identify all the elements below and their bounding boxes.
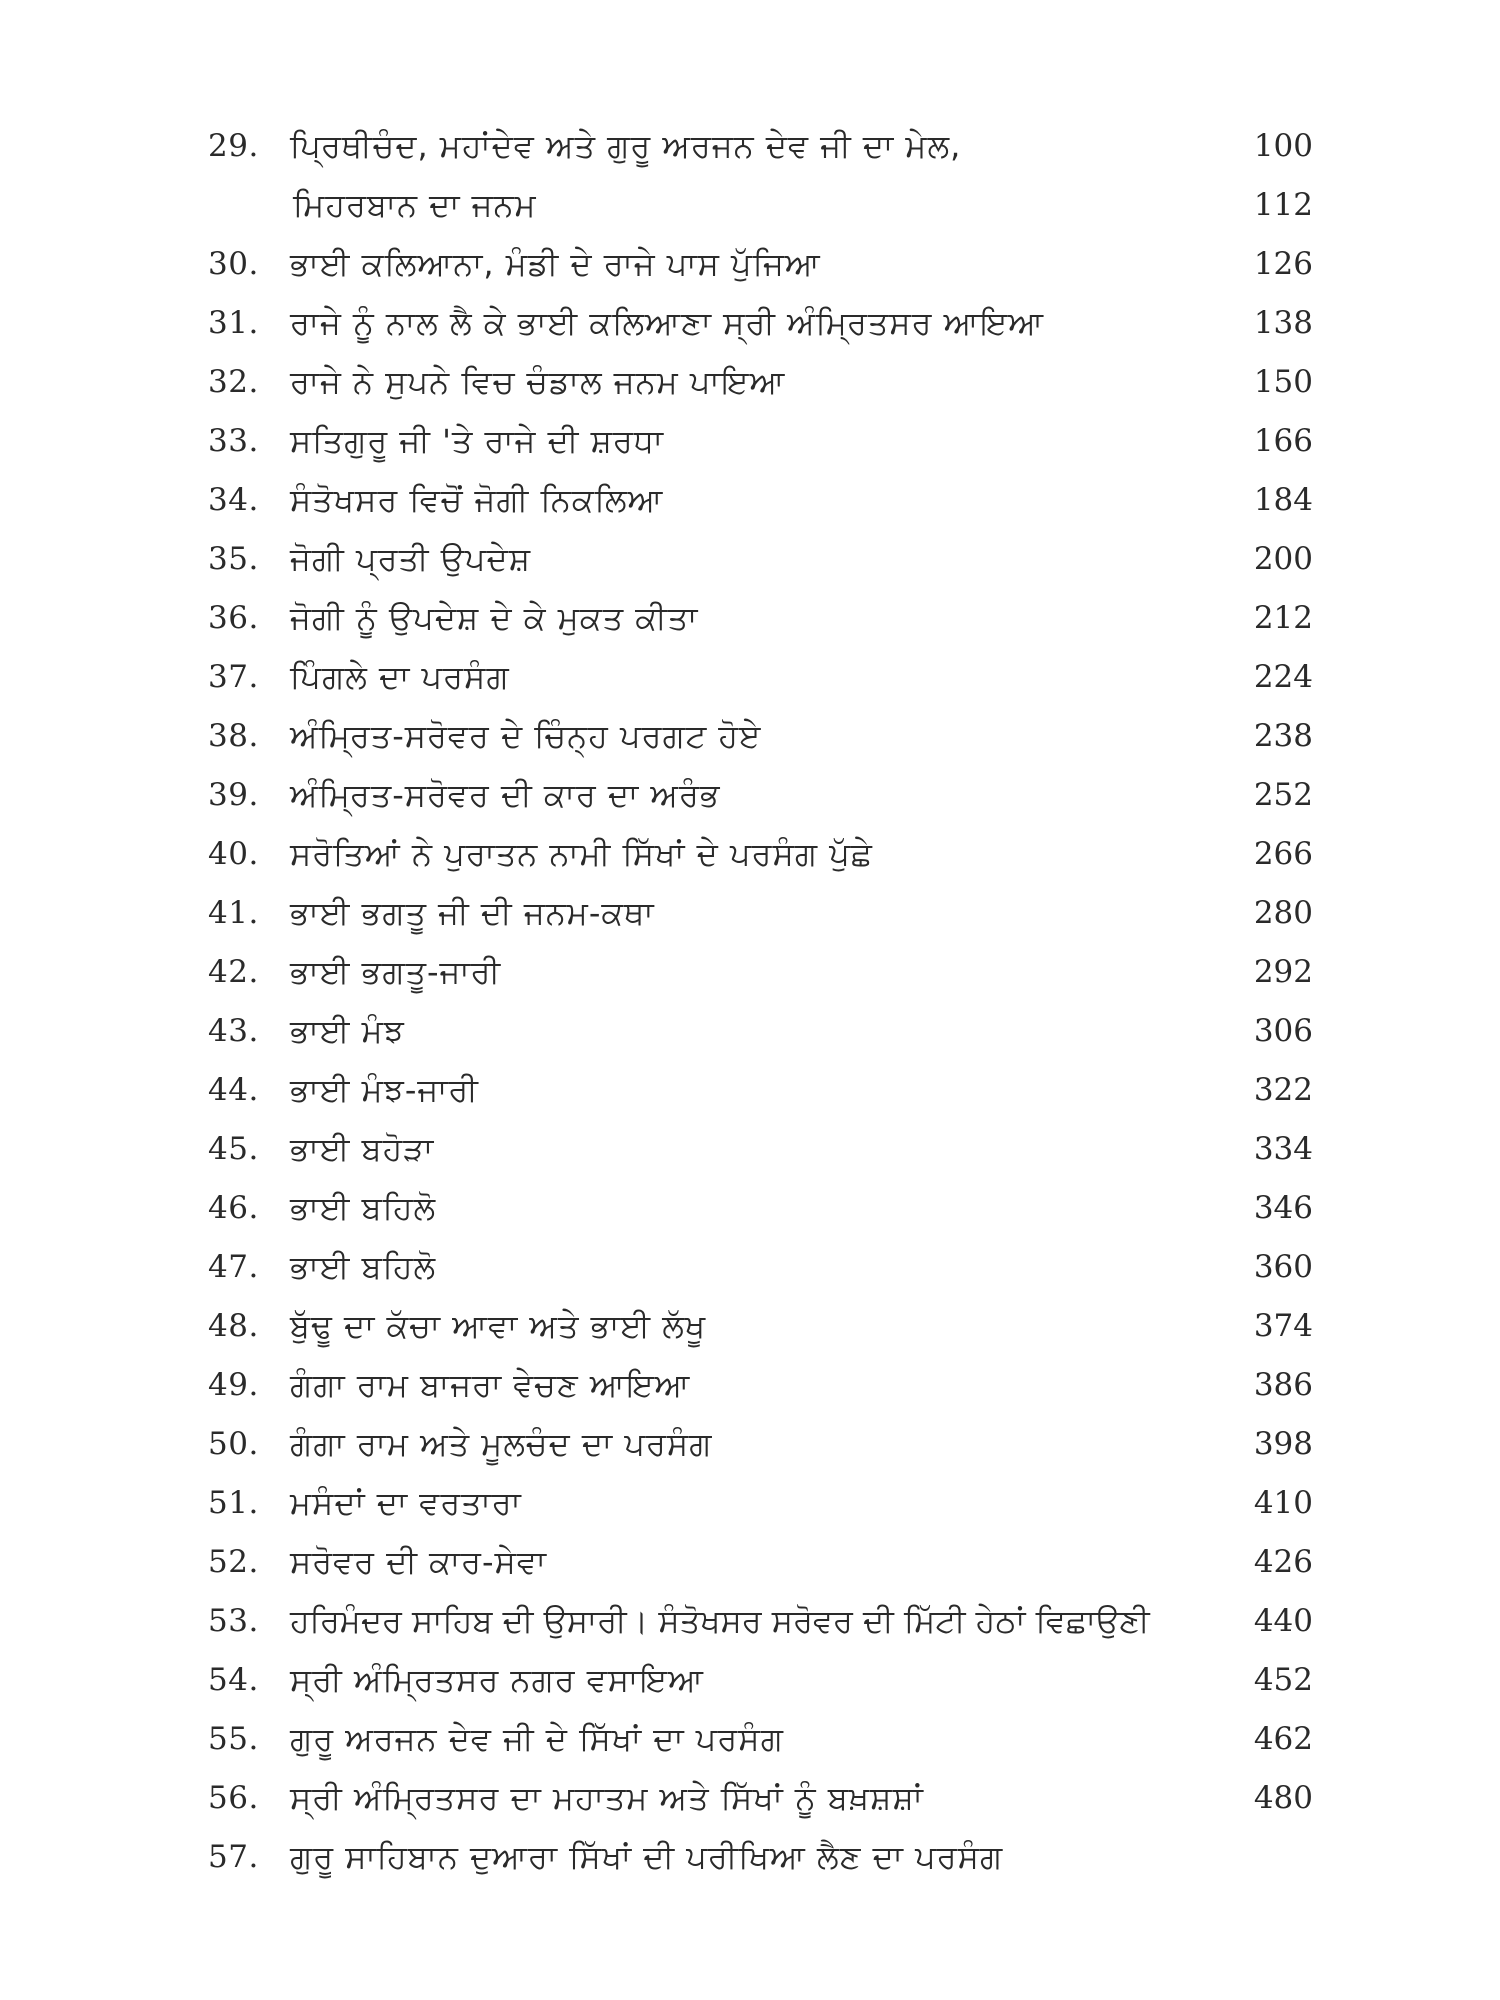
entry-number: 29. (208, 128, 259, 164)
entry-title: ਸੰਤੋਖਸਰ ਵਿਚੋਂ ਜੋਗੀ ਨਿਕਲਿਆ (290, 481, 664, 519)
entry-page-number: 334 (1253, 1131, 1313, 1167)
entry-number: 57. (208, 1839, 259, 1875)
entry-number: 37. (208, 659, 259, 695)
entry-page-number: 266 (1253, 836, 1313, 872)
entry-title: ਹਰਿਮੰਦਰ ਸਾਹਿਬ ਦੀ ਉਸਾਰੀ। ਸੰਤੋਖਸਰ ਸਰੋਵਰ ਦੀ ਮਿੱਟੀ ਹੇਠਾਂ ਵਿਛਾਉਣੀ (290, 1602, 1150, 1640)
toc-entry (208, 239, 1313, 298)
entry-page-number: 126 (1253, 246, 1313, 282)
entry-number: 30. (208, 246, 259, 282)
entry-title: ਮਿਹਰਬਾਨ ਦਾ ਜਨਮ (293, 186, 537, 224)
entry-page-number: 138 (1253, 305, 1313, 341)
entry-number: 35. (208, 541, 259, 577)
entry-number: 45. (208, 1131, 259, 1167)
toc-entry (208, 888, 1313, 947)
entry-number: 47. (208, 1249, 259, 1285)
entry-title: ਗੁਰੂ ਸਾਹਿਬਾਨ ਦੁਆਰਾ ਸਿੱਖਾਂ ਦੀ ਪਰੀਖਿਆ ਲੈਣ ਦਾ ਪਰਸੰਗ (290, 1838, 1004, 1876)
entry-number: 34. (208, 482, 259, 518)
entry-page-number: 150 (1253, 364, 1313, 400)
toc-entry (208, 1714, 1313, 1773)
toc-entry (208, 1596, 1313, 1655)
toc-entry (208, 1360, 1313, 1419)
entry-page-number: 462 (1253, 1721, 1313, 1757)
toc-entry (208, 1301, 1313, 1360)
toc-entry (208, 1655, 1313, 1714)
toc-entry (208, 1006, 1313, 1065)
toc-entry (208, 1242, 1313, 1301)
toc-entry (208, 1478, 1313, 1537)
entry-number: 38. (208, 718, 259, 754)
toc-entry (208, 1183, 1313, 1242)
toc-entry (208, 1124, 1313, 1183)
toc-entry (208, 1065, 1313, 1124)
entry-page-number: 112 (1253, 187, 1313, 223)
table-of-contents (208, 121, 1313, 1891)
entry-title: ਸਰੋਵਰ ਦੀ ਕਾਰ-ਸੇਵਾ (290, 1543, 548, 1581)
entry-number: 36. (208, 600, 259, 636)
entry-page-number: 322 (1253, 1072, 1313, 1108)
entry-page-number: 280 (1253, 895, 1313, 931)
toc-entry (208, 298, 1313, 357)
entry-page-number: 238 (1253, 718, 1313, 754)
entry-page-number: 100 (1253, 128, 1313, 164)
entry-title: ਸਤਿਗੁਰੂ ਜੀ 'ਤੇ ਰਾਜੇ ਦੀ ਸ਼ਰਧਾ (290, 422, 665, 460)
entry-number: 50. (208, 1426, 259, 1462)
toc-entry (208, 121, 1313, 180)
toc-entry (208, 593, 1313, 652)
entry-title: ਗੰਗਾ ਰਾਮ ਅਤੇ ਮੂਲਚੰਦ ਦਾ ਪਰਸੰਗ (290, 1425, 713, 1463)
entry-page-number: 426 (1253, 1544, 1313, 1580)
entry-title: ਭਾਈ ਕਲਿਆਨਾ, ਮੰਡੀ ਦੇ ਰਾਜੇ ਪਾਸ ਪੁੱਜਿਆ (290, 245, 821, 283)
entry-number: 43. (208, 1013, 259, 1049)
entry-page-number: 224 (1253, 659, 1313, 695)
entry-title: ਬੁੱਢੂ ਦਾ ਕੱਚਾ ਆਵਾ ਅਤੇ ਭਾਈ ਲੱਖੂ (290, 1307, 707, 1345)
entry-number: 39. (208, 777, 259, 813)
entry-title: ਸ੍ਰੀ ਅੰਮ੍ਰਿਤਸਰ ਨਗਰ ਵਸਾਇਆ (290, 1661, 704, 1699)
entry-number: 31. (208, 305, 259, 341)
entry-page-number: 306 (1253, 1013, 1313, 1049)
entry-page-number: 410 (1253, 1485, 1313, 1521)
entry-number: 55. (208, 1721, 259, 1757)
toc-entry (208, 475, 1313, 534)
entry-title: ਭਾਈ ਭਗਤੂ ਜੀ ਦੀ ਜਨਮ-ਕਥਾ (290, 894, 655, 932)
entry-title: ਭਾਈ ਬਹੋੜਾ (290, 1130, 435, 1168)
entry-page-number: 292 (1253, 954, 1313, 990)
toc-entry (208, 534, 1313, 593)
toc-entry (208, 1832, 1313, 1891)
entry-page-number: 452 (1253, 1662, 1313, 1698)
entry-number: 53. (208, 1603, 259, 1639)
entry-page-number: 398 (1253, 1426, 1313, 1462)
entry-number: 49. (208, 1367, 259, 1403)
entry-title: ਭਾਈ ਮੰਝ (290, 1012, 405, 1050)
entry-page-number: 360 (1253, 1249, 1313, 1285)
entry-title: ਭਾਈ ਬਹਿਲੋ (290, 1248, 437, 1286)
entry-title: ਗੁਰੂ ਅਰਜਨ ਦੇਵ ਜੀ ਦੇ ਸਿੱਖਾਂ ਦਾ ਪਰਸੰਗ (290, 1720, 784, 1758)
toc-entry (208, 357, 1313, 416)
entry-title: ਭਾਈ ਭਗਤੂ-ਜਾਰੀ (290, 953, 502, 991)
toc-entry-continuation (208, 180, 1313, 239)
entry-number: 41. (208, 895, 259, 931)
entry-title: ਮਸੰਦਾਂ ਦਾ ਵਰਤਾਰਾ (290, 1484, 522, 1522)
entry-number: 44. (208, 1072, 259, 1108)
entry-title: ਭਾਈ ਮੰਝ-ਜਾਰੀ (290, 1071, 479, 1109)
entry-number: 54. (208, 1662, 259, 1698)
entry-title: ਜੋਗੀ ਪ੍ਰਤੀ ਉਪਦੇਸ਼ (290, 540, 532, 578)
entry-title: ਪਿੰਗਲੇ ਦਾ ਪਰਸੰਗ (290, 658, 510, 696)
entry-page-number: 440 (1253, 1603, 1313, 1639)
entry-title: ਗੰਗਾ ਰਾਮ ਬਾਜਰਾ ਵੇਚਣ ਆਇਆ (290, 1366, 691, 1404)
toc-entry (208, 829, 1313, 888)
toc-entry (208, 652, 1313, 711)
entry-number: 46. (208, 1190, 259, 1226)
entry-page-number: 212 (1253, 600, 1313, 636)
entry-title: ਰਾਜੇ ਨੇ ਸੁਪਨੇ ਵਿਚ ਚੰਡਾਲ ਜਨਮ ਪਾਇਆ (290, 363, 786, 401)
toc-entry (208, 416, 1313, 475)
entry-title: ਪ੍ਰਿਥੀਚੰਦ, ਮਹਾਂਦੇਵ ਅਤੇ ਗੁਰੂ ਅਰਜਨ ਦੇਵ ਜੀ ਦਾ ਮੇਲ, (290, 127, 962, 165)
entry-page-number: 346 (1253, 1190, 1313, 1226)
entry-title: ਜੋਗੀ ਨੂੰ ਉਪਦੇਸ਼ ਦੇ ਕੇ ਮੁਕਤ ਕੀਤਾ (290, 599, 699, 637)
toc-entry (208, 711, 1313, 770)
entry-title: ਭਾਈ ਬਹਿਲੋ (290, 1189, 437, 1227)
entry-number: 33. (208, 423, 259, 459)
entry-number: 52. (208, 1544, 259, 1580)
entry-title: ਅੰਮ੍ਰਿਤ-ਸਰੋਵਰ ਦੇ ਚਿੰਨ੍ਹ ਪਰਗਟ ਹੋਏ (290, 717, 762, 755)
entry-page-number: 386 (1253, 1367, 1313, 1403)
toc-entry (208, 947, 1313, 1006)
toc-entry (208, 1537, 1313, 1596)
entry-title: ਸਰੋਤਿਆਂ ਨੇ ਪੁਰਾਤਨ ਨਾਮੀ ਸਿੱਖਾਂ ਦੇ ਪਰਸੰਗ ਪੁੱਛੇ (290, 835, 873, 873)
toc-entry (208, 1419, 1313, 1478)
entry-number: 51. (208, 1485, 259, 1521)
entry-page-number: 252 (1253, 777, 1313, 813)
entry-page-number: 184 (1253, 482, 1313, 518)
entry-number: 56. (208, 1780, 259, 1816)
entry-page-number: 200 (1253, 541, 1313, 577)
toc-entry (208, 770, 1313, 829)
entry-title: ਸ੍ਰੀ ਅੰਮ੍ਰਿਤਸਰ ਦਾ ਮਹਾਤਮ ਅਤੇ ਸਿੱਖਾਂ ਨੂੰ ਬਖ਼ਸ਼ਸ਼ਾਂ (290, 1779, 924, 1817)
entry-page-number: 166 (1253, 423, 1313, 459)
entry-page-number: 374 (1253, 1308, 1313, 1344)
entry-title: ਅੰਮ੍ਰਿਤ-ਸਰੋਵਰ ਦੀ ਕਾਰ ਦਾ ਅਰੰਭ (290, 776, 721, 814)
entry-title: ਰਾਜੇ ਨੂੰ ਨਾਲ ਲੈ ਕੇ ਭਾਈ ਕਲਿਆਣਾ ਸ੍ਰੀ ਅੰਮ੍ਰਿਤਸਰ ਆਇਆ (290, 304, 1045, 342)
entry-number: 32. (208, 364, 259, 400)
entry-number: 40. (208, 836, 259, 872)
entry-number: 48. (208, 1308, 259, 1344)
entry-page-number: 480 (1253, 1780, 1313, 1816)
entry-number: 42. (208, 954, 259, 990)
toc-entry (208, 1773, 1313, 1832)
